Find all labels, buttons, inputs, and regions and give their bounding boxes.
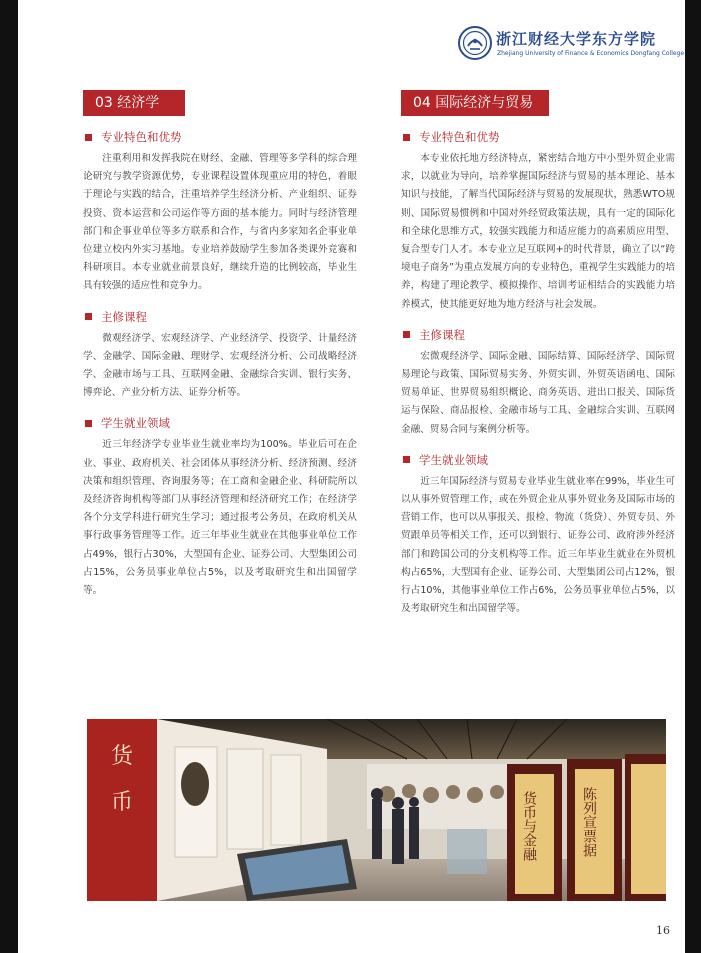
school-logo <box>458 26 683 64</box>
right-dark-edge <box>685 0 701 953</box>
subheading-employment: 学生就业领域 <box>83 414 357 432</box>
square-bullet-icon <box>403 134 410 141</box>
page-number: 16 <box>656 924 670 937</box>
paragraph-features: 注重利用和发挥我院在财经、金融、管理等多学科的综合理论研究与教学资源优势，专业课程设置体现重应用的特色，着眼于理论与实践的结合，注重培养学生经济分析、产业组织、证券投资、资本运营和公司运作等方面的基本能力。同时与经济管理部门和企事业单位等多方联系和合作，与省内多家知名企事业单位建立校内外实习基地。专业培养鼓励学生参加各类课外竞赛和科研项目。本专业就业前景良好，继续升造的比例较高，毕业生具有较强的适应性和竞争力。 <box>83 153 357 292</box>
subheading-courses: 主修课程 <box>83 308 357 326</box>
square-bullet-icon <box>403 331 410 338</box>
exhibition-illustration <box>87 719 666 901</box>
square-bullet-icon <box>85 134 92 141</box>
brochure-page <box>18 0 685 953</box>
school-name-en: Zhejiang University of Finance & Economics Dongfang College <box>497 50 685 57</box>
section-title: 04 国际经济与贸易 <box>401 90 549 116</box>
square-bullet-icon <box>403 456 410 463</box>
square-bullet-icon <box>85 420 92 427</box>
paragraph-employment: 近三年经济学专业毕业生就业率均为100%。毕业后可在企业、事业、政府机关、社会团体从事经济分析、经济预测、经济决策和组织管理、咨询服务等；在工商和金融企业、科研院所以及经济咨询机构等部门从事经济管理和经济研究工作；在经济学各个分支学科进行研究生学习；通过报考公务员，在政府机关从事行政事务管理等工作。近三年毕业生就业在其他事业单位工作占49%，银行占30%，大型国有企业、证券公司、大型集团公司占15%，公务员事业单位占5%，以及考取研究生和出国留学等。 <box>83 439 357 597</box>
panel-text-right-2: 陈列宣票据 <box>581 787 597 857</box>
paragraph-courses: 微观经济学、宏观经济学、产业经济学、投资学、计量经济学、金融学、国际金融、理财学、宏观经济分析、公司战略经济学、金融市场与工具、互联网金融、金融综合实训、银行实务、博弈论、产业分析方法、证券分析等。 <box>83 332 357 399</box>
school-name-cn: 浙江财经大学东方学院 <box>496 30 657 48</box>
subheading-features: 专业特色和优势 <box>401 128 675 146</box>
left-dark-edge <box>0 0 18 953</box>
panel-text-right-1: 货币与金融 <box>521 791 537 861</box>
school-emblem-icon <box>458 26 492 60</box>
subheading-courses: 主修课程 <box>401 326 675 344</box>
exhibition-hall-photo <box>87 719 666 901</box>
square-bullet-icon <box>85 313 92 320</box>
paragraph-employment: 近三年国际经济与贸易专业毕业生就业率在99%，毕业生可以从事外贸管理工作，或在外贸企业从事外贸业务及国际市场的营销工作，也可以从事报关、报检、物流（货贷）、外贸专员、外贸跟单员等相关工作，还可以到银行、证券公司、政府涉外经济部门和跨国公司的分支机构等工作。近三年毕业生就业在外贸机构占65%，大型国有企业、证券公司、大型集团公司占12%，银行占10%，其他事业单位工作占6%，公务员事业单位占5%，以及考取研究生和出国留学等。 <box>401 475 675 615</box>
subheading-employment: 学生就业领域 <box>401 451 675 469</box>
section-international-trade <box>401 90 675 618</box>
section-title: 03 经济学 <box>83 90 185 116</box>
paragraph-features: 本专业依托地方经济特点，紧密结合地方中小型外贸企业需求，以就业为导向，培养掌握国际经济与贸易的基本理论、基本知识与技能，了解当代国际经济与贸易的发展现状，熟悉WTO规则、国际贸易惯例和中国对外经贸政策法规，具有一定的国际化和全球化思维方式，较强实践能力和适应能力的高素质应用型、复合型专门人才。本专业立足互联网+的时代背景，确立了以“跨境电子商务”为重点发展方向的专业特色，重视学生实践能力的培养，构建了理论教学、模拟操作、培训考证相结合的实践能力培养模式，使其能更好地为地方经济与社会发展。 <box>401 153 675 310</box>
paragraph-courses: 宏微观经济学、国际金融、国际结算、国际经济学、国际贸易理论与政策、国际贸易实务、外贸实训、外贸英语函电、国际贸易单证、世界贸易组织概论、商务英语、进出口报关、国际货运与保险、商品报检、金融市场与工具、金融综合实训、互联网金融、贸易合同与案例分析等。 <box>401 350 675 435</box>
section-economics <box>83 90 357 600</box>
panel-char-2: 币 <box>111 790 134 815</box>
subheading-features: 专业特色和优势 <box>83 128 357 146</box>
panel-char-1: 货 <box>111 744 134 769</box>
